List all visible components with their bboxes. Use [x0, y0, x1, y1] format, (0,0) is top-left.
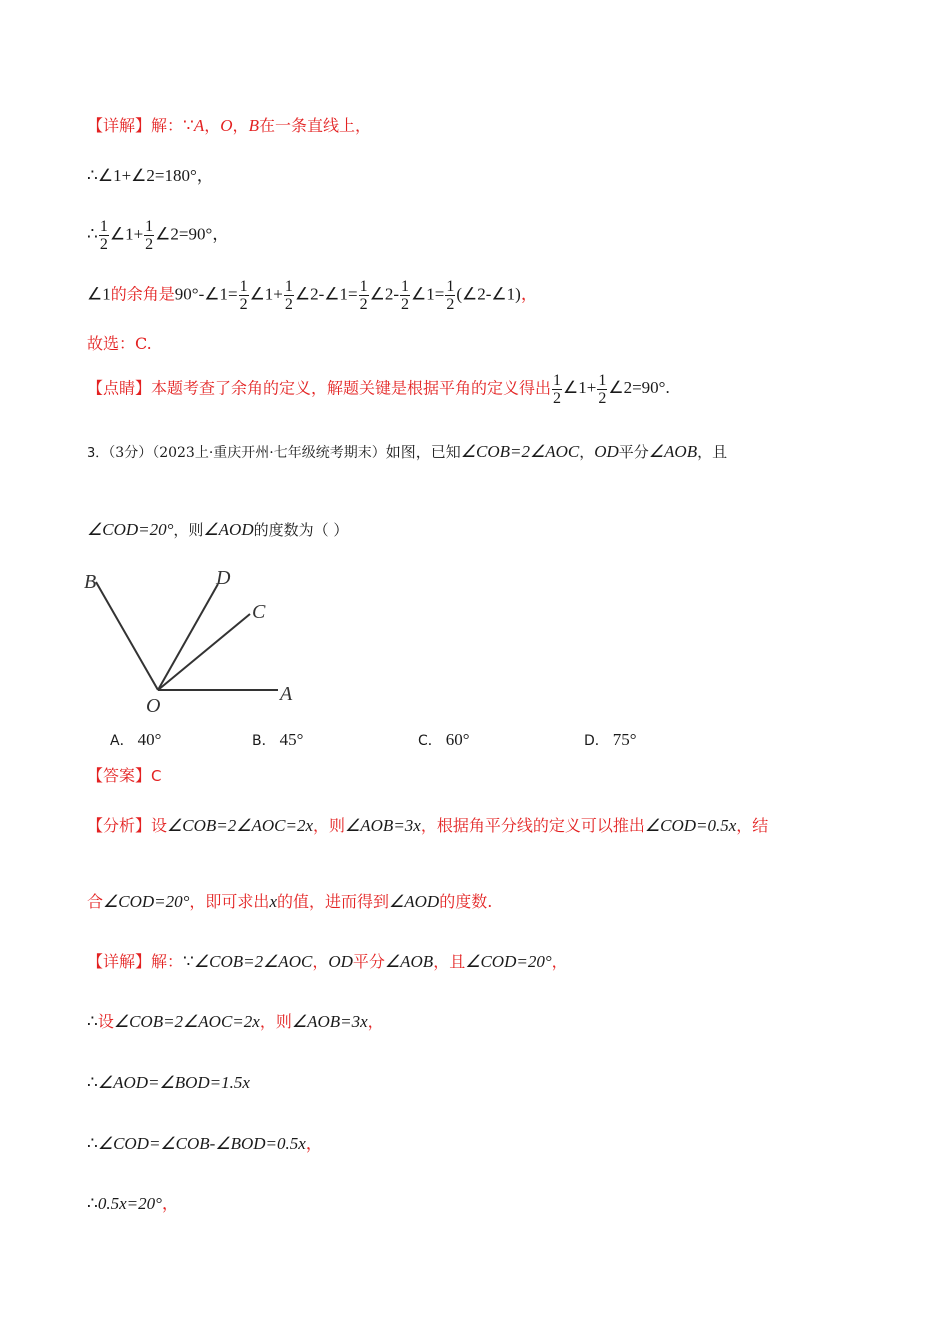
separator: ，: [161, 1194, 179, 1213]
math-expr: ∠COB=2∠AOC=2x: [167, 816, 314, 835]
label-c: C: [252, 601, 266, 623]
choice-line: [87, 334, 152, 354]
math-expr: ∠COB=2∠AOC: [193, 952, 313, 971]
analysis-line-2: [87, 892, 492, 912]
analysis-text: ，则: [313, 816, 346, 835]
separator: ，: [232, 116, 249, 135]
fraction-denominator: 2: [553, 390, 562, 407]
separator: ，: [579, 443, 595, 461]
analysis-text: 的度数.: [439, 892, 493, 911]
therefore-symbol: ∴: [87, 1194, 98, 1213]
question-text: ，且: [697, 443, 728, 461]
math-expr: ∠AOB: [648, 442, 698, 461]
question-text: ，则: [173, 521, 204, 539]
collinear-text: 在一条直线上，: [258, 116, 371, 135]
question-source: （2023上·重庆开州·七年级统考期末）: [152, 445, 386, 461]
math-expr: x: [269, 892, 277, 911]
half-sum-line: [87, 218, 229, 253]
fraction-numerator: 1: [553, 372, 562, 389]
separator: ，: [520, 284, 538, 304]
fraction-numerator: 1: [99, 218, 108, 235]
ray-ob: [96, 582, 158, 690]
label-o: O: [146, 695, 161, 717]
option-label: B．: [252, 733, 276, 749]
question-text: 平分: [618, 443, 649, 461]
angle-1: ∠1: [87, 284, 111, 304]
fraction-denominator: 2: [598, 390, 607, 407]
fraction-numerator: 1: [401, 278, 410, 295]
key-point-text: 本题考查了余角的定义，解题关键是根据平角的定义得出: [151, 378, 552, 398]
math-expr: ∠AOD=∠BOD=1.5x: [97, 1073, 250, 1092]
math-expr: ∠COD=20°: [465, 952, 552, 971]
therefore-symbol: ∴: [87, 1134, 98, 1153]
option-d[interactable]: [584, 730, 637, 750]
fraction-numerator: 1: [446, 278, 455, 295]
separator: ，: [204, 116, 221, 135]
choice-text: 故选：C.: [87, 334, 152, 353]
fraction-denominator: 2: [446, 296, 455, 313]
because-symbol: ∵: [183, 116, 194, 135]
fraction-denominator: 2: [239, 296, 248, 313]
fraction-half: [359, 278, 369, 313]
key-point-line: [87, 372, 670, 407]
math-expr: ∠AOB=3x: [345, 816, 421, 835]
math-expr: ∠COB=2∠AOC: [460, 442, 580, 461]
sum-line: [87, 166, 214, 186]
point-b: B: [248, 116, 259, 135]
question-text: 如图，已知: [385, 443, 461, 461]
question-3-line-2: [87, 520, 348, 540]
angle-figure: [80, 562, 320, 722]
expr-part: ∠1=: [411, 284, 445, 304]
therefore-symbol: ∴: [87, 1073, 98, 1092]
fraction-numerator: 1: [145, 218, 154, 235]
math-expr: ∠COD=∠COB-∠BOD=0.5x: [97, 1134, 306, 1153]
complement-text: 的余角是: [110, 284, 175, 304]
point-a: A: [193, 116, 205, 135]
detail-tag: 【详解】: [87, 952, 152, 971]
detail-line-1: [87, 116, 371, 136]
expr-part: 90°-∠1=: [174, 284, 238, 304]
question-score: （3分）: [108, 445, 153, 461]
fraction-half: [284, 278, 294, 313]
math-expr: 0.5x=20°: [97, 1194, 162, 1213]
fraction-denominator: 2: [99, 236, 108, 253]
analysis-text: 合: [87, 892, 104, 911]
math-expr: OD: [594, 442, 619, 461]
detail-text: ，: [551, 952, 568, 971]
option-label: A．: [110, 733, 134, 749]
expr-part: ∠2=90°，: [155, 224, 230, 244]
option-a[interactable]: [110, 730, 161, 750]
fraction-half: [445, 278, 455, 313]
fraction-numerator: 1: [598, 372, 607, 389]
detail-2-line-4: [87, 1134, 323, 1154]
fraction-numerator: 1: [239, 278, 248, 295]
fraction-half: [239, 278, 249, 313]
label-d: D: [216, 567, 231, 589]
separator: ，: [312, 952, 329, 971]
fraction-denominator: 2: [359, 296, 368, 313]
point-o: O: [220, 116, 233, 135]
expr-part: ∠1+: [249, 284, 283, 304]
question-3-line-1: [87, 442, 727, 464]
expr-part: ∠2-∠1=: [294, 284, 358, 304]
ray-od: [158, 584, 218, 690]
fraction-half: [552, 372, 562, 407]
option-c[interactable]: [418, 730, 470, 750]
option-value: 75°: [612, 730, 637, 749]
detail-text: 设: [97, 1012, 114, 1031]
math-expr: ∠COD=0.5x: [644, 816, 737, 835]
therefore-symbol: ∴: [87, 166, 98, 185]
expr-part: (∠2-∠1): [456, 284, 521, 304]
detail-2-line-1: [87, 952, 568, 972]
question-number: 3．: [87, 446, 109, 461]
expr-part: ∠1+: [563, 378, 597, 398]
detail-text: ，: [367, 1012, 384, 1031]
option-value: 40°: [137, 730, 162, 749]
detail-2-line-3: [87, 1073, 250, 1093]
therefore-symbol: ∴: [87, 224, 98, 244]
answer-value: C: [151, 767, 162, 785]
ray-oc: [158, 614, 250, 690]
answer-tag: 【答案】: [87, 766, 152, 785]
question-text: 的度数为（ ）: [253, 521, 349, 539]
fraction-denominator: 2: [284, 296, 293, 313]
fraction-half: [597, 372, 607, 407]
option-value: 45°: [279, 730, 304, 749]
separator: ，: [305, 1134, 323, 1153]
math-expr: ∠COD=20°: [103, 892, 190, 911]
expr-part: ∠1+: [109, 224, 144, 244]
analysis-text: 的值，进而得到: [276, 892, 389, 911]
detail-2-line-2: [87, 1012, 384, 1032]
because-symbol: ∵: [183, 952, 194, 971]
option-label: D．: [584, 733, 609, 749]
math-expr: OD: [328, 952, 353, 971]
detail-tag: 【详解】: [87, 116, 152, 135]
detail-text: ，则: [259, 1012, 292, 1031]
math-expr: ∠AOB: [384, 952, 434, 971]
math-expr: ∠COD=20°: [87, 520, 174, 539]
fraction-numerator: 1: [284, 278, 293, 295]
analysis-tag: 【分析】: [87, 816, 152, 835]
math-expr: ∠AOD: [389, 892, 440, 911]
fraction-denominator: 2: [401, 296, 410, 313]
period: .: [665, 378, 670, 398]
math-expr: ∠AOD: [203, 520, 254, 539]
detail-text: 平分: [352, 952, 385, 971]
label-b: B: [84, 571, 97, 593]
detail-text: 解：: [151, 952, 184, 971]
therefore-symbol: ∴: [87, 1012, 98, 1031]
fraction-half: [400, 278, 410, 313]
option-value: 60°: [445, 730, 470, 749]
expr-part: ∠2-: [369, 284, 400, 304]
label-a: A: [280, 683, 293, 705]
key-point-tag: 【点睛】: [87, 378, 152, 398]
analysis-text: ，结: [736, 816, 769, 835]
detail-text: ，且: [433, 952, 466, 971]
expr-part: ∠2=90°: [608, 378, 666, 398]
fraction-half: [99, 218, 109, 253]
answer-line: [87, 766, 162, 786]
fraction-numerator: 1: [359, 278, 368, 295]
math-expr: ∠COB=2∠AOC=2x: [113, 1012, 260, 1031]
fraction-denominator: 2: [145, 236, 154, 253]
sum-expression: ∠1+∠2=180°，: [97, 166, 214, 185]
analysis-text: ，即可求出: [189, 892, 270, 911]
math-expr: ∠AOB=3x: [291, 1012, 368, 1031]
option-b[interactable]: [252, 730, 303, 750]
detail-jie: 解：: [151, 116, 184, 135]
complement-line: [87, 278, 538, 313]
analysis-text: ，根据角平分线的定义可以推出: [420, 816, 645, 835]
fraction-half: [144, 218, 154, 253]
detail-2-line-5: [87, 1194, 179, 1214]
option-label: C．: [418, 733, 442, 749]
analysis-line-1: [87, 816, 768, 836]
analysis-text: 设: [151, 816, 168, 835]
